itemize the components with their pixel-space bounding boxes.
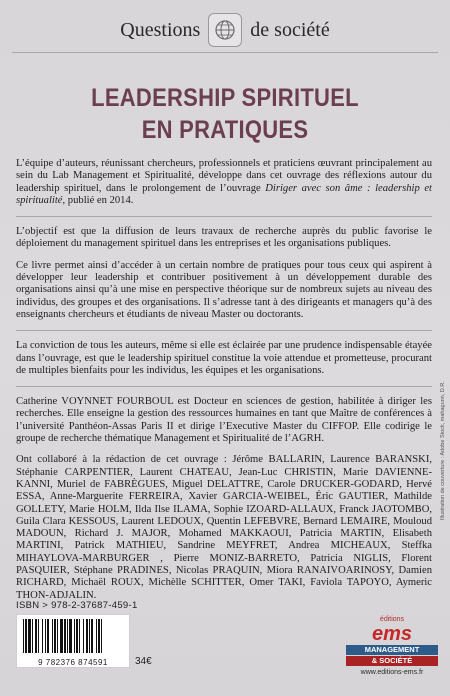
blurb-paragraph-3: Ce livre permet ainsi d’accéder à un certain nombre de pratiques pour tous ceux qui aspirent à développer leur leadership et contribuer positivement à un développement durable des organisations ainsi qu’à une mise en perspective théorique sur de nombreux sujets au niveau des individus, des groupes et des organisations. Il s’adresse tant à des dirigeants et managers qu’à des enseignants chercheurs et étudiants de niveau Master ou doctorants. bbox=[16, 259, 432, 320]
blurb-paragraph-2: L’objectif est que la diffusion de leurs travaux de recherche auprès du public favorise le déploiement du management spirituel dans les entreprises et les organisations publiques. bbox=[16, 226, 432, 250]
price: 34€ bbox=[135, 656, 152, 667]
blurb bbox=[16, 158, 432, 611]
divider bbox=[16, 386, 432, 387]
series-name-right: de société bbox=[250, 18, 330, 41]
logo-band-management: MANAGEMENT bbox=[346, 645, 438, 655]
barcode bbox=[16, 614, 130, 668]
p1-text-end: , publié en 2014. bbox=[62, 194, 134, 206]
globe-icon bbox=[208, 13, 242, 47]
publisher-url: www.editions-ems.fr bbox=[360, 669, 424, 676]
series-header bbox=[0, 10, 450, 50]
contributors-list: Ont collaboré à la rédaction de cet ouvrage : Jérôme BALLARIN, Laurence BARANSKI, Stéphanie CARPENTIER, Laurent CHATEAU, Jean-Luc CHRISTIN, Marie DAVIENNE-KANNI, Muriel de FABRÈGUES, Miguel DELATTRE, Carole DRUCKER-GODARD, Hervé ESSA, Anne-Marguerite FERREIRA, Xavier GARCIA-WEIBEL, Éric GAUTIER, Mathilde GOLLETY, Marie HOLM, Ilda Ilse ILAMA, Sophie IZOARD-ALLAUX, Franck JAOTOMBO, Guila Clara KESSOUS, Laurent LEDOUX, Quentin LEFEBVRE, Bernard LEMAIRE, Mouloud MADOUN, Richard J. MAJOR, Mohamed MAKKAOUI, Patricia MARTIN, Elisabeth MARTINI, Patrick MATHIEU, Sandrine MEYFRET, Andrea MICHEAUX, Steffka MIHAYLOVA-MARBURGER , Pierre MONIZ-BARRETO, Patricia NIGLIS, Florent PASQUIER, Stéphane PRADINES, Nicolas PRAQUIN, Miora RANAIVOARINOSY, Damien RICHARD, Michaël ROUX, Michèlle SCHITTER, Omer TAKI, Faviola TAPOYO, Aymeric THON-ADJALIN. bbox=[16, 454, 432, 601]
title-line-1: LEADERSHIP SPIRITUEL bbox=[91, 84, 359, 112]
illustration-credit: Illustration de couverture : Adobe Stock, mahagunn, D.R. bbox=[440, 381, 446, 520]
referenced-book-title: Diriger avec son âme : leadership et spiritualité bbox=[16, 182, 432, 206]
publisher-logo bbox=[346, 615, 438, 676]
barcode-bars bbox=[17, 615, 129, 657]
isbn: ISBN > 978-2-37687-459-1 bbox=[16, 600, 138, 611]
author-bio: Catherine VOYNNET FOURBOUL est Docteur en sciences de gestion, habilitée à diriger les recherches. Elle enseigne la gestion des ressources humaines en tant que Maître de conférences à l’université Panthéon-Assas Paris II et dirige l’Executive Master du CIFFOP. Elle codirige le groupe de recherche thématique Management et Spiritualité de l’AGRH. bbox=[16, 396, 432, 445]
divider bbox=[16, 330, 432, 331]
divider bbox=[16, 216, 432, 217]
book-title bbox=[27, 82, 423, 146]
p1-text: L’équipe d’auteurs, réunissant chercheurs, professionnels et praticiens œuvrant principalement au sein du Lab Management et Spiritualité, développe dans cet ouvrage des réflexions autour du leadership spirituel, dans le prolongement de l’ouvrage bbox=[16, 158, 432, 194]
blurb-paragraph-1 bbox=[16, 158, 432, 207]
barcode-digits: 9 782376 874591 bbox=[17, 658, 129, 667]
title-line-2: EN PRATIQUES bbox=[141, 116, 309, 144]
series-name-left: Questions bbox=[120, 18, 201, 41]
header-divider bbox=[12, 52, 438, 53]
blurb-paragraph-4: La conviction de tous les auteurs, même si elle est éclairée par une prudence indispensable étayée dans l’ouvrage, est que le leadership spirituel constitue la voie attendue et prometteuse, procurant de multiples bienfaits pour les individus, les équipes et les organisations. bbox=[16, 340, 432, 376]
logo-ems: ems bbox=[371, 623, 413, 645]
logo-band-societe: & SOCIÉTÉ bbox=[346, 656, 438, 666]
logo-editions: éditions bbox=[379, 616, 405, 623]
